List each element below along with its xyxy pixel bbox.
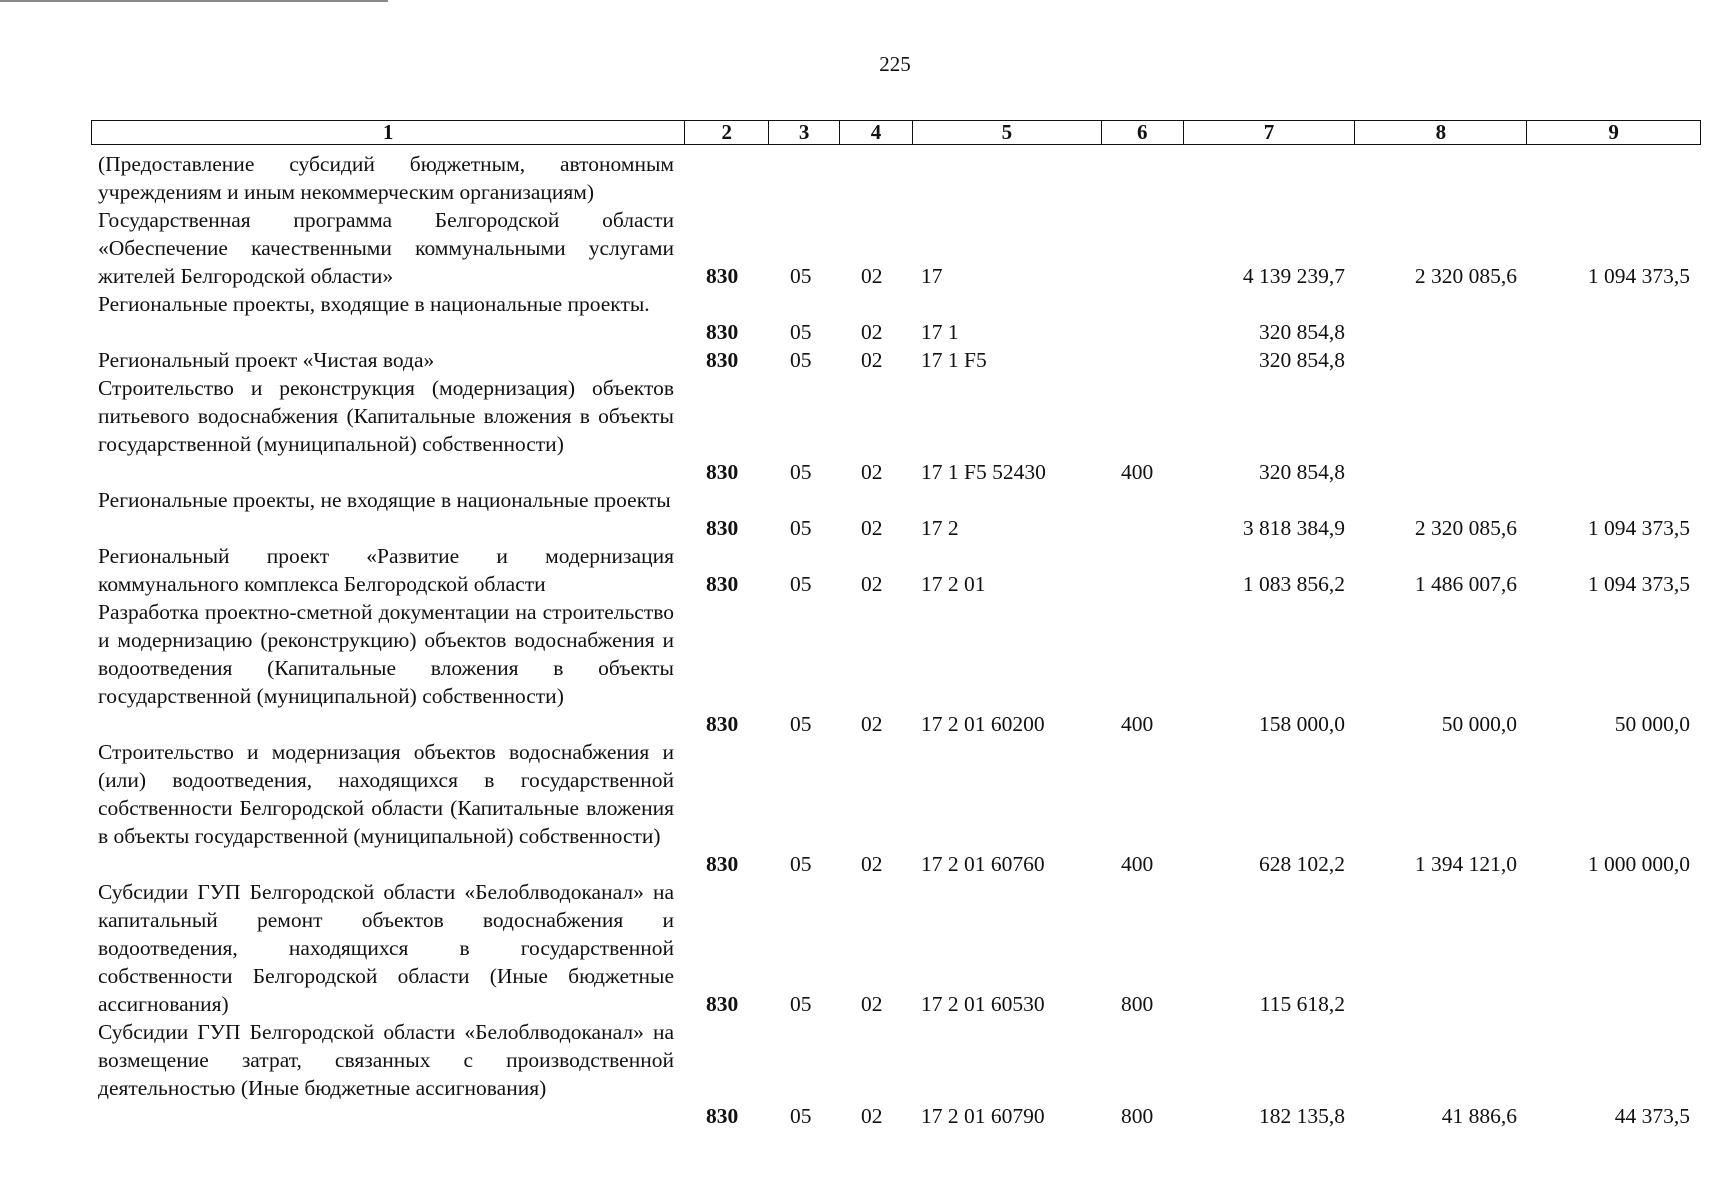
- row-admin-code: 830: [706, 460, 739, 484]
- row-amount-year3: [1500, 458, 1690, 486]
- header-col-4: 4: [840, 121, 913, 144]
- row-amount-year2: 50 000,0: [1441, 712, 1517, 736]
- row-amount-year1: 182 135,8: [1259, 1104, 1345, 1128]
- row-description: Региональные проекты, входящие в национальные проекты.: [98, 292, 650, 316]
- row-amount-year1: 320 854,8: [1259, 460, 1345, 484]
- row-amount-year1: 3 818 384,9: [1242, 516, 1345, 540]
- row-amount-year1: 115 618,2: [1259, 992, 1345, 1016]
- row-description: Строительство и модернизация объектов водоснабжения и (или) водоотведения, находящихся в государственной собственности Белгородской области (Капитальные вложения в объекты государственной (муниципальной) собственности): [98, 740, 674, 848]
- table-header: [91, 120, 1701, 145]
- row-admin-code: 830: [706, 348, 739, 372]
- row-subsection-code: 02: [861, 348, 883, 372]
- row-amount-year1: 320 854,8: [1259, 348, 1345, 372]
- row-amount-year2: 1 486 007,6: [1414, 572, 1517, 596]
- table-row: [0, 486, 1714, 542]
- table-row: [0, 206, 1714, 290]
- row-section-code: 05: [790, 264, 812, 288]
- row-amount-year2: [1330, 318, 1517, 346]
- row-amount-year2: [1330, 458, 1517, 486]
- row-admin-code: 830: [706, 572, 739, 596]
- row-section-code: 05: [790, 320, 812, 344]
- table-row: [0, 542, 1714, 598]
- row-amount-year1: 4 139 239,7: [1242, 264, 1345, 288]
- row-amount-year3: 1 000 000,0: [1587, 852, 1690, 876]
- row-target-code: 17 1: [921, 320, 959, 344]
- row-amount-year3: 50 000,0: [1614, 712, 1690, 736]
- row-section-code: 05: [790, 992, 812, 1016]
- row-admin-code: 830: [706, 264, 739, 288]
- row-admin-code: 830: [706, 712, 739, 736]
- header-col-3: 3: [769, 121, 840, 144]
- row-section-code: 05: [790, 460, 812, 484]
- row-amount-year3: [1500, 990, 1690, 1018]
- row-target-code: 17 2 01 60760: [921, 852, 1045, 876]
- scan-edge-line: [0, 0, 388, 2]
- row-description: Региональный проект «Развитие и модернизация коммунального комплекса Белгородской области: [98, 544, 674, 596]
- row-amount-year3: 1 094 373,5: [1587, 264, 1690, 288]
- row-description: Строительство и реконструкция (модернизация) объектов питьевого водоснабжения (Капитальные вложения в объекты государственной (муниципальной) собственности): [98, 376, 674, 456]
- table-row: [0, 1018, 1714, 1130]
- row-amount-year2: [1330, 346, 1517, 374]
- row-target-code: 17 2 01 60530: [921, 992, 1045, 1016]
- row-subsection-code: 02: [861, 992, 883, 1016]
- row-amount-year1: 158 000,0: [1259, 712, 1345, 736]
- row-admin-code: 830: [706, 320, 739, 344]
- row-expense-type: 400: [1121, 852, 1154, 876]
- row-subsection-code: 02: [861, 712, 883, 736]
- row-amount-year3: 44 373,5: [1614, 1104, 1690, 1128]
- row-amount-year3: 1 094 373,5: [1587, 516, 1690, 540]
- row-amount-year2: [1330, 990, 1517, 1018]
- row-amount-year1: 1 083 856,2: [1242, 572, 1345, 596]
- row-amount-year2: 41 886,6: [1441, 1104, 1517, 1128]
- row-subsection-code: 02: [861, 852, 883, 876]
- row-subsection-code: 02: [861, 264, 883, 288]
- row-subsection-code: 02: [861, 572, 883, 596]
- row-target-code: 17 1 F5 52430: [921, 460, 1046, 484]
- row-target-code: 17: [921, 264, 943, 288]
- row-amount-year1: 628 102,2: [1259, 852, 1345, 876]
- row-expense-type: 800: [1121, 992, 1154, 1016]
- row-amount-year3: 1 094 373,5: [1587, 572, 1690, 596]
- row-target-code: 17 1 F5: [921, 348, 987, 372]
- row-section-code: 05: [790, 348, 812, 372]
- row-description: (Предоставление субсидий бюджетным, автономным учреждениям и иным некоммерческим организациям): [98, 152, 674, 204]
- row-description: Региональный проект «Чистая вода»: [98, 348, 435, 372]
- header-col-7: 7: [1184, 121, 1356, 144]
- row-description: Субсидии ГУП Белгородской области «Белоблводоканал» на капитальный ремонт объектов водоснабжения и водоотведения, находящихся в государственной собственности Белгородской области (Иные бюджетные ассигнования): [98, 880, 674, 1016]
- row-admin-code: 830: [706, 852, 739, 876]
- row-amount-year2: 2 320 085,6: [1414, 516, 1517, 540]
- header-col-6: 6: [1102, 121, 1184, 144]
- row-section-code: 05: [790, 852, 812, 876]
- row-section-code: 05: [790, 1104, 812, 1128]
- row-description: Региональные проекты, не входящие в национальные проекты: [98, 488, 671, 512]
- row-section-code: 05: [790, 712, 812, 736]
- row-description: Государственная программа Белгородской области «Обеспечение качественными коммунальными услугами жителей Белгородской области»: [98, 208, 674, 288]
- table-row: [0, 346, 1714, 374]
- row-description: Субсидии ГУП Белгородской области «Белоблводоканал» на возмещение затрат, связанных с производственной деятельностью (Иные бюджетные ассигнования): [98, 1020, 674, 1100]
- row-amount-year2: 1 394 121,0: [1414, 852, 1517, 876]
- row-amount-year1: 320 854,8: [1259, 320, 1345, 344]
- header-col-8: 8: [1355, 121, 1527, 144]
- table-row: [0, 598, 1714, 738]
- row-subsection-code: 02: [861, 1104, 883, 1128]
- table-row: [0, 878, 1714, 1018]
- row-amount-year3: [1500, 346, 1690, 374]
- row-admin-code: 830: [706, 516, 739, 540]
- table-row: [0, 150, 1714, 206]
- header-col-9: 9: [1608, 120, 1619, 144]
- row-subsection-code: 02: [861, 320, 883, 344]
- row-admin-code: 830: [706, 992, 739, 1016]
- row-target-code: 17 2 01 60790: [921, 1104, 1045, 1128]
- row-amount-year3: [1500, 318, 1690, 346]
- row-description: Разработка проектно-сметной документации на строительство и модернизацию (реконструкцию) объектов водоснабжения и водоотведения (Капитальные вложения в объекты государственной (муниципальной) собственности): [98, 600, 674, 708]
- row-subsection-code: 02: [861, 460, 883, 484]
- row-target-code: 17 2 01: [921, 572, 986, 596]
- row-expense-type: 400: [1121, 712, 1154, 736]
- row-target-code: 17 2 01 60200: [921, 712, 1045, 736]
- header-col-1: 1: [92, 121, 685, 144]
- row-target-code: 17 2: [921, 516, 959, 540]
- table-row: [0, 374, 1714, 486]
- table-body: [0, 150, 1714, 1130]
- row-section-code: 05: [790, 572, 812, 596]
- page-number: 225: [879, 52, 911, 76]
- header-col-2: 2: [685, 121, 769, 144]
- row-amount-year2: 2 320 085,6: [1414, 264, 1517, 288]
- row-expense-type: 800: [1121, 1104, 1154, 1128]
- row-expense-type: 400: [1121, 460, 1154, 484]
- table-row: [0, 738, 1714, 878]
- row-section-code: 05: [790, 516, 812, 540]
- row-subsection-code: 02: [861, 516, 883, 540]
- header-col-5: 5: [913, 121, 1102, 144]
- row-admin-code: 830: [706, 1104, 739, 1128]
- table-row: [0, 290, 1714, 346]
